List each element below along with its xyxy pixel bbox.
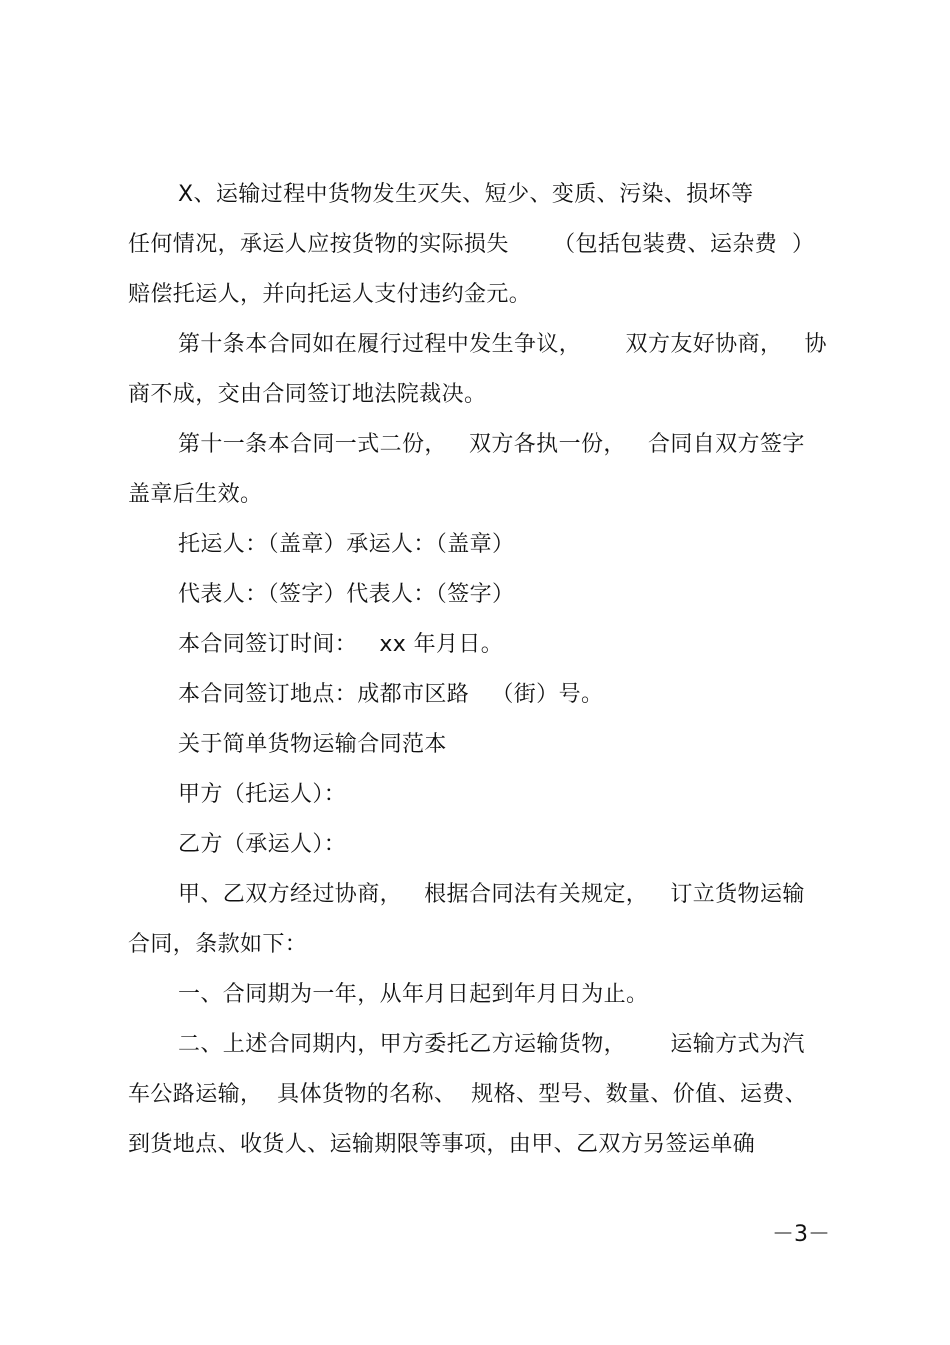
- paragraph-line: 二、上述合同期内，甲方委托乙方运输货物， 运输方式为汽: [178, 1032, 805, 1057]
- signature-line: 托运人：（盖章）承运人：（盖章）: [178, 532, 515, 557]
- paragraph-line: 甲、乙双方经过协商， 根据合同法有关规定， 订立货物运输: [178, 882, 805, 907]
- paragraph-line: 第十一条本合同一式二份， 双方各执一份， 合同自双方签字: [178, 432, 805, 457]
- paragraph-line: 任何情况，承运人应按货物的实际损失 （包括包装费、运杂费 ）: [128, 232, 815, 257]
- paragraph-line: 赔偿托运人，并向托运人支付违约金元。: [128, 282, 532, 307]
- paragraph-line: 合同，条款如下：: [128, 932, 308, 957]
- party-b-line: 乙方（承运人）：: [178, 832, 347, 857]
- paragraph-line: 一、合同期为一年，从年月日起到年月日为止。: [178, 982, 649, 1007]
- paragraph-line: 第十条本合同如在履行过程中发生争议， 双方友好协商， 协: [178, 332, 827, 357]
- date-line: 本合同签订时间： xx 年月日。: [178, 632, 504, 657]
- page-number: －3－: [772, 1222, 830, 1247]
- paragraph-line: X、运输过程中货物发生灭失、短少、变质、污染、损坏等: [178, 182, 754, 207]
- place-line: 本合同签订地点：成都市区路 （街）号。: [178, 682, 604, 707]
- party-a-line: 甲方（托运人）：: [178, 782, 347, 807]
- paragraph-line: 商不成，交由合同签订地法院裁决。: [128, 382, 487, 407]
- section-title: 关于简单货物运输合同范本: [178, 732, 447, 757]
- paragraph-line: 车公路运输， 具体货物的名称、 规格、型号、数量、价值、运费、: [128, 1082, 808, 1107]
- paragraph-line: 盖章后生效。: [128, 482, 263, 507]
- paragraph-line: 到货地点、收货人、运输期限等事项，由甲、乙双方另签运单确: [128, 1132, 756, 1157]
- signature-line: 代表人：（签字）代表人：（签字）: [178, 582, 515, 607]
